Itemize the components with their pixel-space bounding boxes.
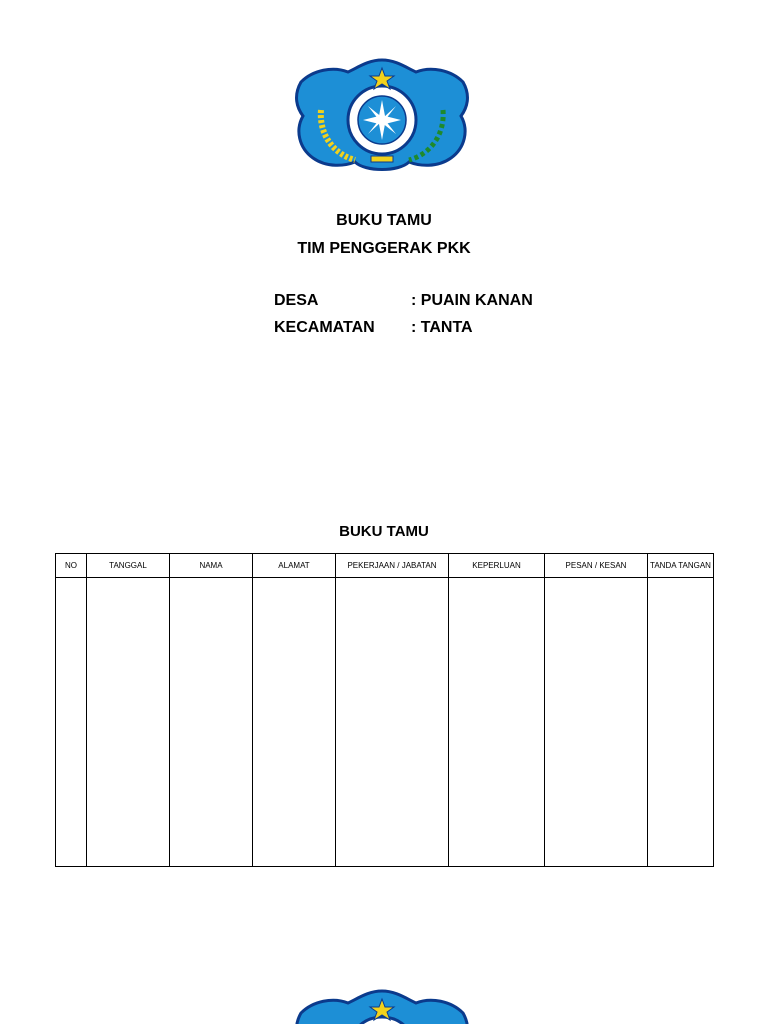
table-row: [56, 578, 714, 867]
column-header-alamat: ALAMAT: [253, 554, 336, 578]
column-header-pekerjaan: PEKERJAAN / JABATAN: [336, 554, 449, 578]
info-value: : TANTA: [411, 319, 473, 336]
table-cell[interactable]: [648, 578, 714, 867]
table-cell[interactable]: [253, 578, 336, 867]
column-header-nama: NAMA: [170, 554, 253, 578]
table-cell[interactable]: [170, 578, 253, 867]
column-header-no: NO: [56, 554, 87, 578]
table-header-row: [56, 554, 714, 578]
column-header-keperluan: KEPERLUAN: [449, 554, 545, 578]
column-header-tanggal: TANGGAL: [87, 554, 170, 578]
table-title: BUKU TAMU: [339, 523, 429, 540]
info-label: KECAMATAN: [274, 319, 375, 336]
pkk-emblem-icon: [291, 56, 473, 176]
info-label: DESA: [274, 292, 319, 309]
table-cell[interactable]: [87, 578, 170, 867]
table-cell[interactable]: [336, 578, 449, 867]
column-header-pesan: PESAN / KESAN: [545, 554, 648, 578]
document-title: BUKU TAMU: [336, 212, 432, 229]
table-cell[interactable]: [449, 578, 545, 867]
info-value: : PUAIN KANAN: [411, 292, 533, 309]
table-cell[interactable]: [56, 578, 87, 867]
column-header-tanda-tangan: TANDA TANGAN: [648, 554, 714, 578]
table-cell[interactable]: [545, 578, 648, 867]
pkk-emblem-icon: [291, 987, 473, 1024]
document-subtitle: TIM PENGGERAK PKK: [297, 240, 471, 257]
guest-book-table: [55, 553, 714, 867]
